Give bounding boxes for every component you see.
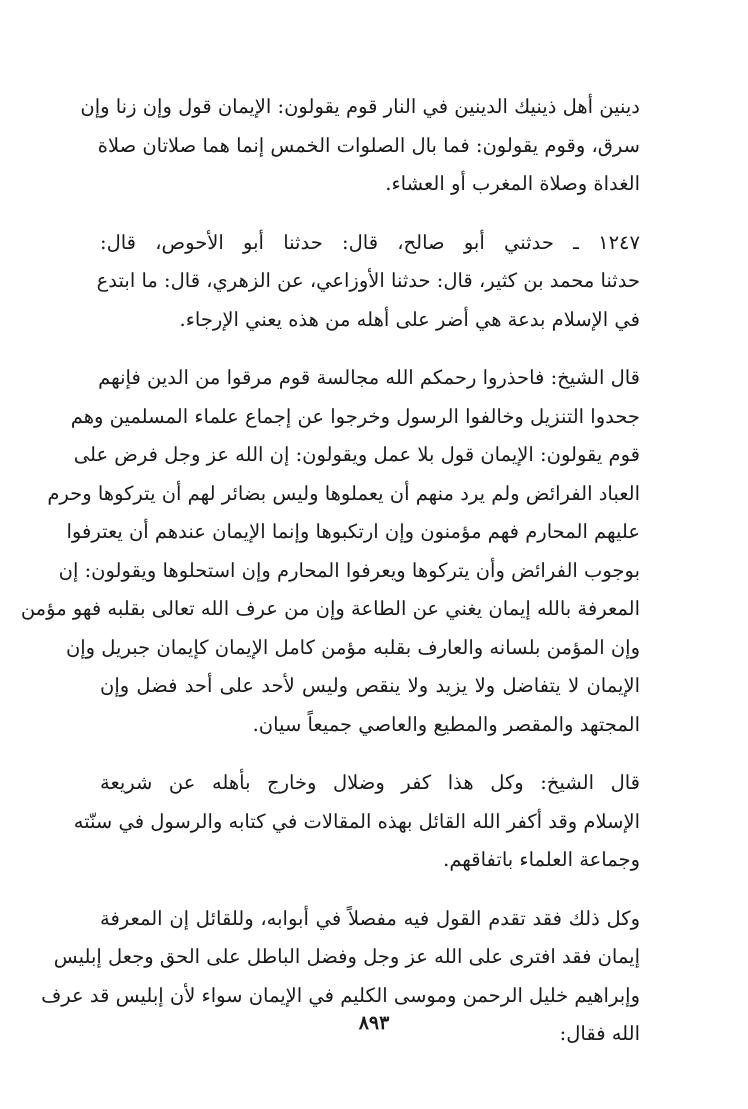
paragraph-3 xyxy=(20,359,640,744)
text-line: وكل ذلك فقد تقدم القول فيه مفصلاً في أبوابه، وللقائل إن المعرفة xyxy=(100,906,640,930)
text-line: إيمان فقد افترى على الله عز وجل وفضل الباطل على الحق وجعل إبليس xyxy=(53,945,640,968)
text-line: وجماعة العلماء باتفاقهم. xyxy=(443,848,640,871)
text-line: وإبراهيم خليل الرحمن وموسى الكليم في الإيمان سواء لأن إبليس قد عرف xyxy=(41,983,640,1007)
text-line: قال الشيخ: وكل هذا كفر وضلال وخارج بأهله عن شريعة xyxy=(100,771,640,794)
paragraph-hadith-1247 xyxy=(96,224,640,340)
text-line: وإن المؤمن بلسانه والعارف بقلبه مؤمن كامل الإيمان كإيمان جبريل وإن xyxy=(65,635,640,659)
text-line: قوم يقولون: الإيمان قول بلا عمل ويقولون: إن الله عز وجل فرض على xyxy=(73,443,640,466)
paragraph-1 xyxy=(80,88,640,204)
text-line: قال الشيخ: فاحذروا رحمكم الله مجالسة قوم مرقوا من الدين فإنهم xyxy=(98,366,640,389)
text-line: الغداة وصلاة المغرب أو العشاء. xyxy=(385,172,640,195)
text-line: عليهم المحارم فهم مؤمنون وإن ارتكبوها وإنما الإيمان عندهم أن يعترفوا xyxy=(66,520,640,543)
text-line: بوجوب الفرائض وأن يتركوها ويعرفوا المحارم وإن استحلوها ويقولون: إن xyxy=(58,558,640,582)
text-line: في الإسلام بدعة هي أضر على أهله من هذه يعني الإرجاء. xyxy=(179,307,640,331)
paragraph-4 xyxy=(73,764,640,880)
text-line: الإسلام وقد أكفر الله القائل بهذه المقالات في كتابه والرسول في سنّته xyxy=(73,809,640,833)
text-line: العباد الفرائض ولم يرد منهم أن يعملوها وليس بضائر لهم أن يتركوها وحرم xyxy=(47,481,640,505)
text-line: المعرفة بالله إيمان يغني عن الطاعة وإن من عرف الله تعالى بقلبه فهو مؤمن xyxy=(20,597,640,620)
text-line: الله فقال: xyxy=(559,1022,640,1045)
text-line: حدثنا محمد بن كثير، قال: حدثنا الأوزاعي، عن الزهري، قال: ما ابتدع xyxy=(96,269,640,292)
page-number: ٨٩٣ xyxy=(358,1012,390,1034)
text-line: سرق، وقوم يقولون: فما بال الصلوات الخمس إنما هما صلاتان صلاة xyxy=(97,133,640,157)
text-line: ١٢٤٧ ـ حدثني أبو صالح، قال: حدثنا أبو الأحوص، قال: xyxy=(100,230,640,254)
text-line: الإيمان لا يتفاضل ولا يزيد ولا ينقص وليس لأحد على أحد فضل وإن xyxy=(100,674,640,697)
page-body xyxy=(20,88,640,1074)
text-line: المجتهد والمقصر والمطيع والعاصي جميعاً سيان. xyxy=(252,712,640,736)
text-line: جحدوا التنزيل وخالفوا الرسول وخرجوا عن إجماع علماء المسلمين وهم xyxy=(70,404,640,428)
text-line: دينين أهل ذينيك الدينين في النار قوم يقولون: الإيمان قول وإن زنا وإن xyxy=(80,95,640,118)
